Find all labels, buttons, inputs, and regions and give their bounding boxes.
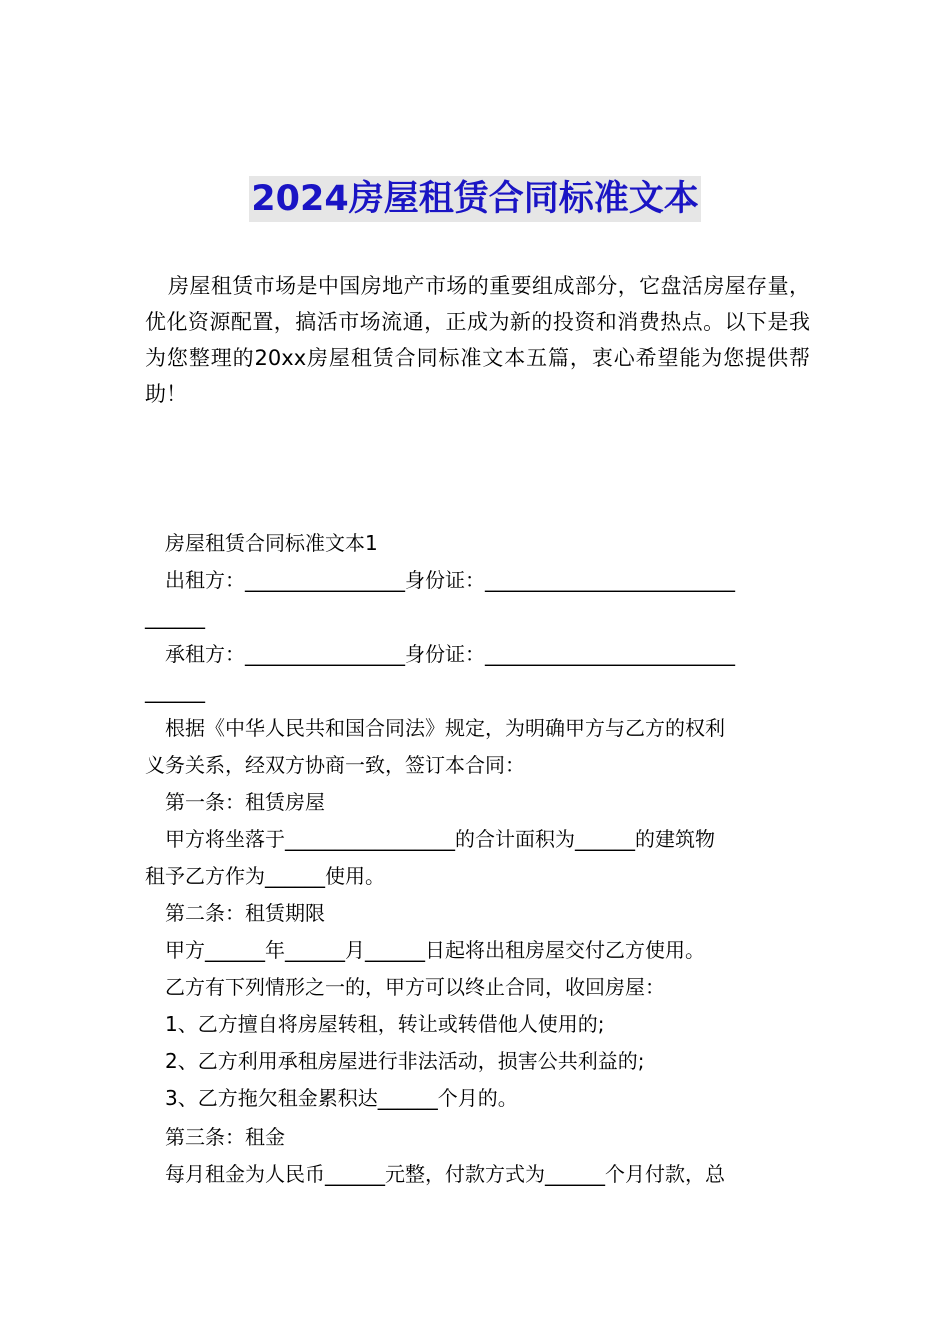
article-1-heading: 第一条：租赁房屋 [165, 790, 325, 814]
document-title-wrapper [0, 176, 950, 222]
termination-item-1: 1、乙方擅自将房屋转租，转让或转借他人使用的; [165, 1012, 605, 1036]
article-2-heading: 第二条：租赁期限 [165, 901, 325, 925]
contract-heading: 房屋租赁合同标准文本1 [165, 531, 378, 555]
article-2-text: 甲方______年______月______日起将出租房屋交付乙方使用。 [165, 938, 705, 962]
termination-item-2: 2、乙方利用承租房屋进行非法活动，损害公共利益的; [165, 1049, 645, 1073]
lessor-line: 出租方：________________身份证：_________________________ [165, 568, 735, 592]
document-title: 2024房屋租赁合同标准文本 [249, 176, 700, 222]
article-3-text: 每月租金为人民币______元整，付款方式为______个月付款，总 [165, 1162, 725, 1186]
intro-paragraph: 房屋租赁市场是中国房地产市场的重要组成部分，它盘活房屋存量，优化资源配置，搞活市场流通，正成为新的投资和消费热点。以下是我为您整理的20xx房屋租赁合同标准文本五篇，衷心希望能为您提供帮助！ [145, 274, 810, 406]
lessee-line-continued: ______ [145, 679, 205, 703]
lessee-line: 承租方：________________身份证：_________________________ [165, 642, 735, 666]
termination-item-3: 3、乙方拖欠租金累积达______个月的。 [165, 1086, 518, 1110]
preamble-line: 根据《中华人民共和国合同法》规定，为明确甲方与乙方的权利 [165, 716, 725, 740]
lessor-line-continued: ______ [145, 605, 205, 629]
article-1-text-continued: 租予乙方作为______使用。 [145, 864, 385, 888]
article-3-heading: 第三条：租金 [165, 1125, 285, 1149]
article-1-text: 甲方将坐落于_________________的合计面积为______的建筑物 [165, 827, 715, 851]
preamble-line-continued: 义务关系，经双方协商一致，签订本合同： [145, 753, 525, 777]
termination-intro: 乙方有下列情形之一的，甲方可以终止合同，收回房屋： [165, 975, 665, 999]
